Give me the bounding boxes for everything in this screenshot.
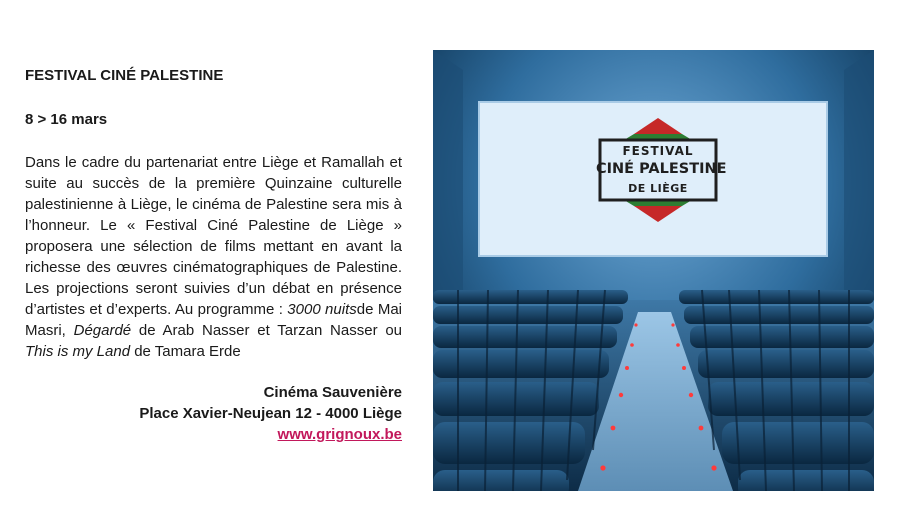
article-title: FESTIVAL CINÉ PALESTINE bbox=[25, 67, 224, 84]
paragraph-text-4: de Tamara Erde bbox=[130, 343, 241, 360]
festival-logo bbox=[596, 118, 727, 222]
logo-line-3: DE LIÈGE bbox=[628, 182, 688, 195]
website-link[interactable]: www.grignoux.be bbox=[277, 426, 402, 443]
article-paragraph bbox=[25, 152, 402, 362]
venue-block bbox=[25, 382, 402, 445]
paragraph-text-1: Dans le cadre du partenariat entre Liège et Ramallah et suite au succès de la première Quinzaine culturelle palestinienne à Liège, le cinéma de Palestine sera mis à l’honneur. Le « Festival Ciné Palestine de Liège » proposera une sélection de films mettant en avant la richesse des œuvres cinématographiques de Palestine. Les projections seront suivies d’un débat en présence d’artistes et d’experts. Au programme : bbox=[25, 154, 402, 318]
cinema-hall-image bbox=[433, 50, 874, 491]
venue-name: Cinéma Sauvenière bbox=[263, 384, 402, 401]
film-title-3: This is my Land bbox=[25, 343, 131, 360]
paragraph-text-2: de Mai Masri, bbox=[25, 301, 402, 339]
logo-line-1: FESTIVAL bbox=[622, 144, 694, 158]
film-title-2: Dégardé bbox=[73, 322, 132, 339]
venue-address: Place Xavier-Neujean 12 - 4000 Liège bbox=[139, 405, 402, 422]
article bbox=[25, 66, 402, 445]
paragraph-text-3: de Arab Nasser et Tarzan Nasser ou bbox=[131, 322, 403, 339]
logo-line-2: CINÉ PALESTINE bbox=[596, 161, 727, 177]
festival-dates: 8 > 16 mars bbox=[25, 111, 108, 128]
film-title-1: 3000 nuits bbox=[287, 301, 357, 318]
